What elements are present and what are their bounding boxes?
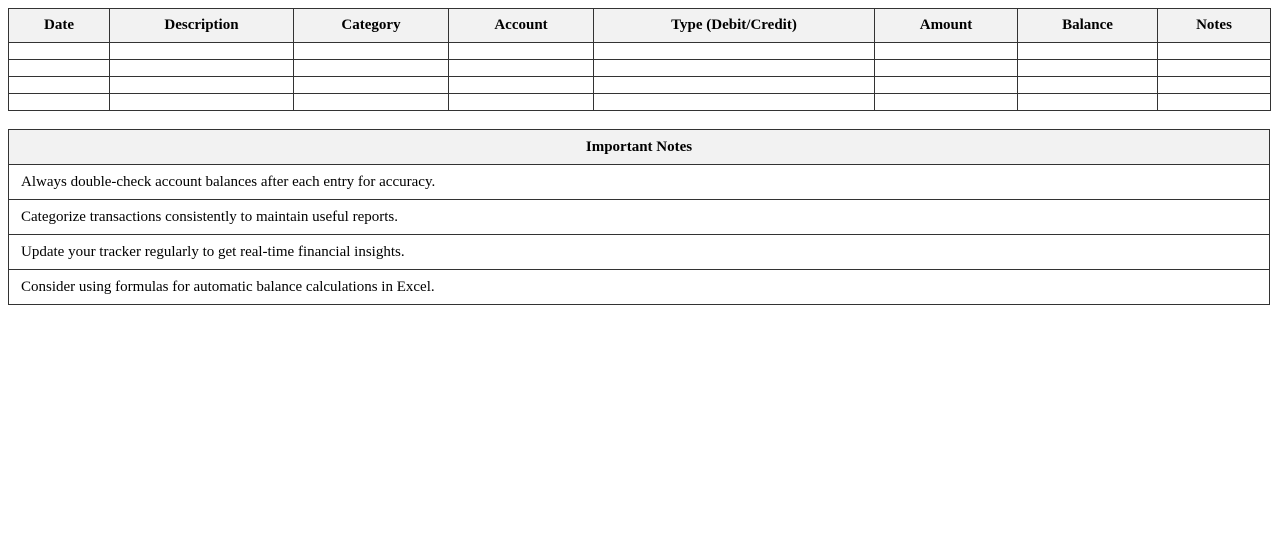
type-cell[interactable] [594, 94, 875, 111]
note-row [9, 235, 1270, 270]
column-header-amount: Amount [875, 9, 1018, 43]
column-header-balance: Balance [1018, 9, 1158, 43]
table-row [9, 94, 1271, 111]
description-cell[interactable] [110, 43, 294, 60]
account-cell[interactable] [449, 43, 594, 60]
balance-cell[interactable] [1018, 60, 1158, 77]
category-cell[interactable] [294, 94, 449, 111]
date-cell[interactable] [9, 77, 110, 94]
notes-title: Important Notes [9, 130, 1270, 165]
type-cell[interactable] [594, 43, 875, 60]
notes-cell[interactable] [1158, 94, 1271, 111]
amount-cell[interactable] [875, 60, 1018, 77]
table-row [9, 77, 1271, 94]
notes-header-row [9, 130, 1270, 165]
column-header-notes: Notes [1158, 9, 1271, 43]
note-row [9, 200, 1270, 235]
date-cell[interactable] [9, 60, 110, 77]
column-header-category: Category [294, 9, 449, 43]
description-cell[interactable] [110, 94, 294, 111]
note-item: Consider using formulas for automatic balance calculations in Excel. [9, 270, 1270, 305]
balance-cell[interactable] [1018, 43, 1158, 60]
date-cell[interactable] [9, 94, 110, 111]
account-cell[interactable] [449, 94, 594, 111]
category-cell[interactable] [294, 77, 449, 94]
column-header-account: Account [449, 9, 594, 43]
column-header-description: Description [110, 9, 294, 43]
notes-cell[interactable] [1158, 60, 1271, 77]
note-item: Categorize transactions consistently to maintain useful reports. [9, 200, 1270, 235]
amount-cell[interactable] [875, 43, 1018, 60]
table-row [9, 43, 1271, 60]
note-item: Update your tracker regularly to get real-time financial insights. [9, 235, 1270, 270]
account-cell[interactable] [449, 60, 594, 77]
category-cell[interactable] [294, 43, 449, 60]
note-row [9, 165, 1270, 200]
date-cell[interactable] [9, 43, 110, 60]
amount-cell[interactable] [875, 94, 1018, 111]
note-row [9, 270, 1270, 305]
notes-cell[interactable] [1158, 43, 1271, 60]
category-cell[interactable] [294, 60, 449, 77]
important-notes-table [8, 129, 1270, 305]
balance-cell[interactable] [1018, 94, 1158, 111]
note-item: Always double-check account balances after each entry for accuracy. [9, 165, 1270, 200]
type-cell[interactable] [594, 77, 875, 94]
description-cell[interactable] [110, 60, 294, 77]
balance-cell[interactable] [1018, 77, 1158, 94]
description-cell[interactable] [110, 77, 294, 94]
column-header-type: Type (Debit/Credit) [594, 9, 875, 43]
table-header-row [9, 9, 1271, 43]
notes-cell[interactable] [1158, 77, 1271, 94]
table-row [9, 60, 1271, 77]
amount-cell[interactable] [875, 77, 1018, 94]
transaction-tracker-table [8, 8, 1271, 111]
account-cell[interactable] [449, 77, 594, 94]
column-header-date: Date [9, 9, 110, 43]
type-cell[interactable] [594, 60, 875, 77]
